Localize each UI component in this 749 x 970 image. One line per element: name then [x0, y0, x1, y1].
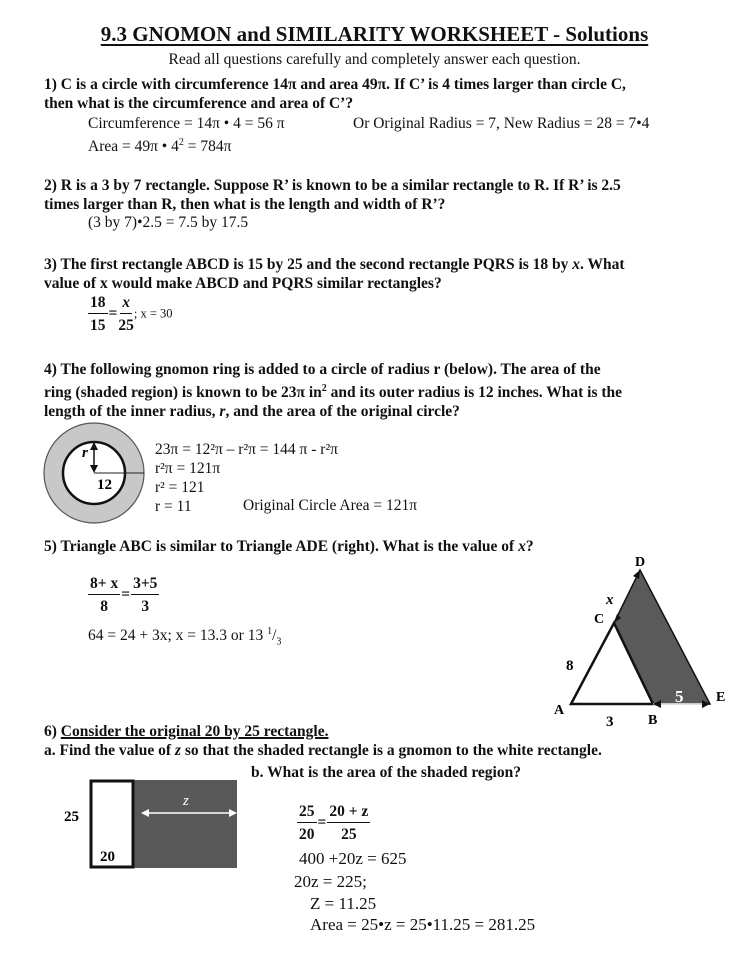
- svg-text:E: E: [716, 690, 726, 705]
- q6-step-2: 20z = 225;: [294, 872, 367, 891]
- question-4: 4) The following gnomon ring is added to a circle of radius r (below). The area of the ring (shaded region) is known to be 23π $in^2$ and its outer radius is 12 inches. What is the length of the inner radius, r, and the area of the original circle?: [44, 361, 623, 421]
- question-3: 3) The first rectangle ABCD is 15 by 25 and the second rectangle PQRS is 18 by x. What value of x would make ABCD and PQRS similar rectangles?: [44, 256, 625, 292]
- svg-text:r: r: [82, 445, 88, 461]
- q4-original-area: Original Circle Area = 121π: [243, 497, 418, 514]
- q6-part-b: b. What is the area of the shaded region?: [251, 764, 521, 781]
- svg-text:A: A: [554, 703, 565, 718]
- q5-proportion: $\frac{8+ x}{8}$ = $\frac{3+5}{3}$: [90, 575, 158, 615]
- q2-answer: (3 by 7)•2.5 = 7.5 by 17.5: [88, 214, 249, 231]
- svg-text:C: C: [594, 612, 605, 627]
- svg-text:D: D: [635, 555, 646, 570]
- q4-steps: 23π = 12²π – r²π = 144 π - r²π r²π = 121π r² = 121 r = 11: [155, 441, 338, 515]
- svg-text:12: 12: [97, 477, 112, 493]
- svg-text:8: 8: [566, 658, 574, 674]
- instructions: Read all questions carefully and completely answer each question.: [168, 51, 581, 68]
- gnomon-ring-diagram: [38, 418, 158, 530]
- question-6: 6) Consider the original 20 by 25 rectangle. a. Find the value of z so that the shaded rectangle is a gnomon to the white rectangle.: [44, 723, 602, 759]
- svg-text:3: 3: [606, 714, 614, 730]
- q6-proportion: $\frac{25}{20}$ = $\frac{20 + z}{25}$: [299, 803, 369, 843]
- page-title: 9.3 GNOMON and SIMILARITY WORKSHEET - Solutions: [100, 22, 649, 46]
- svg-text:25: 25: [64, 809, 79, 825]
- q1-answer-radius: Or Original Radius = 7, New Radius = 28 = 7•4: [353, 115, 650, 132]
- q6-area-answer: Area = 25•z = 25•11.25 = 281.25: [310, 915, 536, 934]
- q6-step-3: Z = 11.25: [310, 894, 377, 913]
- q6-step-1: 400 +20z = 625: [299, 849, 407, 868]
- q3-proportion: $\frac{18}{15}$ = $\frac{x}{25}$ ; x = 30: [90, 294, 173, 334]
- question-5: 5) Triangle ABC is similar to Triangle ADE (right). What is the value of x?: [44, 538, 534, 555]
- question-2: 2) R is a 3 by 7 rectangle. Suppose R’ is known to be a similar rectangle to R. If R’ is 2.5 times larger than R, then what is the length and width of R’?: [44, 177, 621, 213]
- svg-text:B: B: [648, 713, 658, 728]
- q1-answer-area: Area = 49π • $4^2 = 784\pi$: [88, 137, 232, 156]
- question-1: 1) C is a circle with circumference 14π and area 49π. If C’ is 4 times larger than circle C, then what is the circumference and area of C’?: [44, 76, 626, 112]
- svg-text:20: 20: [100, 849, 115, 865]
- svg-text:x: x: [606, 592, 614, 608]
- svg-text:5: 5: [675, 687, 684, 706]
- similar-triangles-diagram: [540, 550, 749, 740]
- q1-answer-circumference: Circumference = 14π • 4 = 56 π: [88, 115, 285, 132]
- svg-text:z: z: [183, 793, 189, 809]
- gnomon-rectangle-diagram: [55, 775, 245, 870]
- q5-answer: 64 = 24 + 3x; x = 13.3 or 13 $^1/_3$: [88, 626, 282, 648]
